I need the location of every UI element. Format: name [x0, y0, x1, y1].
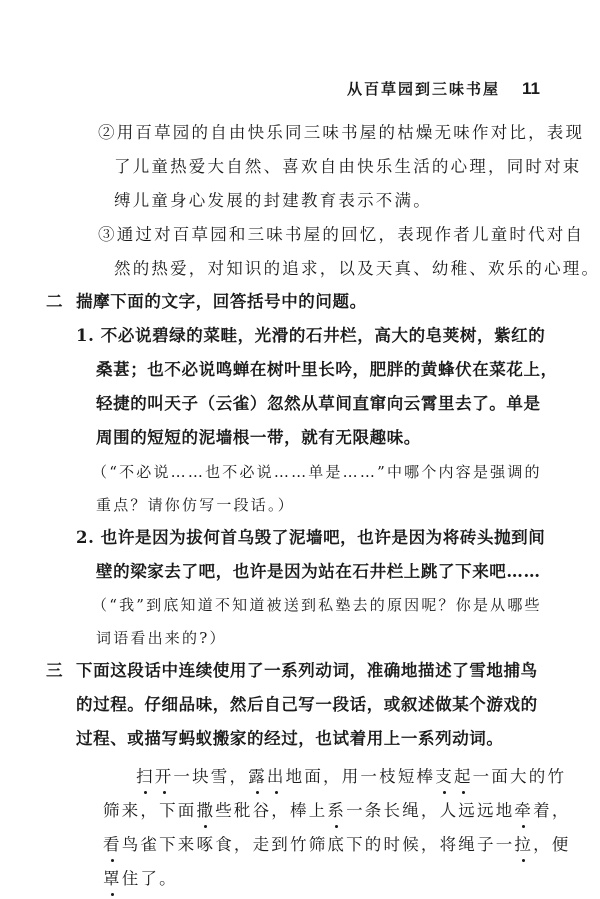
emphasized-verb: 看 [103, 835, 122, 854]
section-3-line-3: 过程、或描写蚂蚁搬家的经过，也试着用上一系列动词。 [76, 729, 504, 748]
excerpt-line-3: 看鸟雀下来啄食，走到竹筛底下的时候，将绳子一拉，便 [103, 835, 571, 854]
section-3-line-1: 下面这段话中连续使用了一系列动词，准确地描述了雪地捕鸟 [76, 661, 538, 680]
item-1-question-line-1: （“不必说……也不必说……单是……”中哪个内容是强调的 [92, 463, 542, 481]
item-1-line-2: 桑葚；也不必说鸣蝉在树叶里长吟，肥胖的黄蜂伏在菜花上， [96, 360, 558, 379]
section-3-number: 三 [46, 661, 64, 680]
emphasized-verb: 露 [248, 767, 267, 786]
emphasized-verb: 起 [453, 767, 473, 786]
item-2-question-line-1: （“我”到底知道不知道被送到私塾去的原因呢？你是从哪些 [92, 596, 542, 614]
emphasized-verb: 系 [327, 801, 347, 820]
answer-2-line-1: ②用百草园的自由快乐同三味书屋的枯燥无味作对比，表现 [98, 123, 585, 142]
item-1-line-4: 周围的短短的泥墙根一带，就有无限趣味。 [96, 428, 421, 447]
answer-3-line-2: 然的热爱，对知识的追求，以及天真、幼稚、欢乐的心理。 [114, 259, 600, 278]
answer-2-line-2: 了儿童热爱大自然、喜欢自由快乐生活的心理，同时对束 [114, 157, 582, 176]
emphasized-verb: 支 [435, 767, 454, 786]
item-1-line-3: 轻捷的叫天子（云雀）忽然从草间直窜向云霄里去了。单是 [96, 394, 541, 413]
item-2-question-line-2: 词语看出来的?） [96, 629, 227, 647]
excerpt-line-4: 罩住了。 [103, 869, 178, 888]
item-1-question-line-2: 重点？请你仿写一段话。） [96, 496, 295, 514]
section-3-line-2: 的过程。仔细品味，然后自己写一段话，或叙述做某个游戏的 [76, 695, 538, 714]
item-1-line-1: 1. 不必说碧绿的菜畦，光滑的石井栏，高大的皂荚树，紫红的 [76, 326, 546, 345]
chapter-title: 从百草园到三味书屋 [347, 80, 501, 98]
item-2-line-1: 2. 也许是因为拔何首乌毁了泥墙吧，也许是因为将砖头抛到间 [76, 528, 546, 547]
emphasized-verb: 撒 [196, 801, 216, 820]
section-2-heading: 揣摩下面的文字，回答括号中的问题。 [76, 292, 367, 311]
emphasized-verb: 开 [154, 767, 174, 786]
excerpt-line-1: 扫开一块雪，露出地面，用一枝短棒支起一面大的竹 [136, 767, 567, 786]
emphasized-verb: 牵 [514, 801, 534, 820]
answer-3-line-1: ③通过对百草园和三味书屋的回忆，表现作者儿童时代对自 [98, 225, 585, 244]
section-2-number: 二 [46, 292, 64, 311]
emphasized-verb: 扫 [136, 767, 155, 786]
page-number: 11 [522, 79, 540, 98]
running-header [347, 78, 540, 99]
answer-2-line-3: 缚儿童身心发展的封建教育表示不满。 [114, 191, 432, 210]
emphasized-verb: 罩 [103, 869, 122, 888]
excerpt-line-2: 筛来，下面撒些秕谷，棒上系一条长绳，人远远地牵着， [103, 801, 571, 820]
emphasized-verb: 拉 [514, 835, 534, 854]
item-2-line-2: 壁的梁家去了吧，也许是因为站在石井栏上跳了下来吧…… [96, 562, 541, 581]
emphasized-verb: 出 [266, 767, 286, 786]
